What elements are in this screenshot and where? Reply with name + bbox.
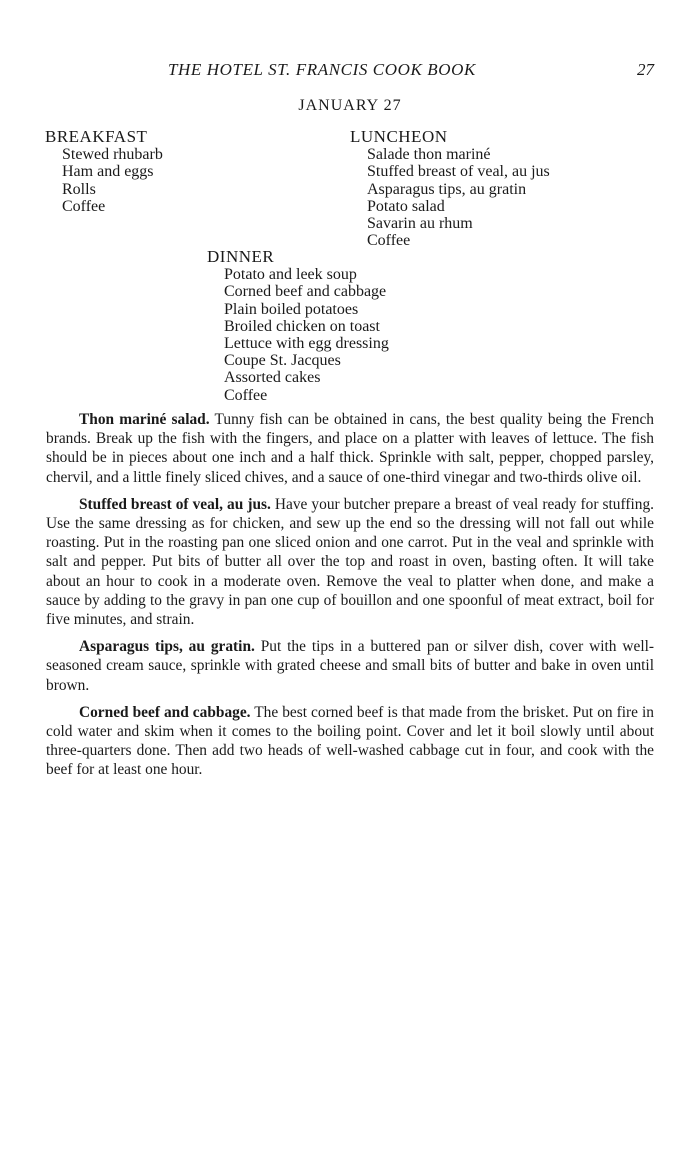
breakfast-menu	[45, 128, 163, 215]
menu-item: Ham and eggs	[62, 163, 154, 181]
menu-item: Lettuce with egg dressing	[224, 335, 389, 353]
recipe-text: Put the tips in a buttered pan or silver dish, cover with well-seasoned cream sauce, sprinkle with grated cheese and small bits of butter and bake in oven until brown.	[46, 638, 654, 694]
date-heading: JANUARY 27	[298, 97, 402, 114]
menu-item: Coffee	[62, 197, 106, 215]
menu-item: Potato and leek soup	[224, 266, 357, 284]
dinner-menu	[207, 248, 389, 404]
recipe-text: Tunny fish can be obtained in cans, the best quality being the French brands. Break up the fish with the fingers, and place on a platter with leaves of lettuce. The fish should be in pieces about one inch and a half thick. Sprinkle with salt, pepper, chopped parsley, chervil, and a little finely sliced chives, and a sauce of one-third vinegar and two-thirds olive oil.	[46, 411, 654, 486]
recipe-title: Thon mariné salad.	[79, 411, 210, 428]
recipes-section	[46, 410, 654, 788]
menu-item: Rolls	[62, 180, 96, 198]
dinner-items	[207, 266, 389, 404]
luncheon-menu	[350, 128, 550, 249]
menu-item: Potato salad	[367, 197, 445, 215]
page-number: 27	[637, 60, 654, 79]
recipe-text: The best corned beef is that made from the brisket. Put on fire in cold water and skim when it comes to the boiling point. Cover and let it boil slowly until about three-quarters done. Then add two heads of well-washed cabbage cut in four, and cook with the beef for at least one hour.	[46, 703, 654, 779]
menu-item: Stewed rhubarb	[62, 146, 163, 164]
menu-item: Savarin au rhum	[367, 215, 473, 233]
menu-item: Salade thon mariné	[367, 146, 491, 164]
menu-item: Coffee	[367, 232, 411, 250]
menu-item: Corned beef and cabbage	[224, 283, 387, 301]
dinner-title: DINNER	[207, 247, 275, 266]
recipe-thon-marine-salad	[46, 410, 654, 487]
breakfast-title: BREAKFAST	[45, 127, 148, 146]
recipe-title: Stuffed breast of veal, au jus.	[79, 495, 271, 513]
recipe-title: Asparagus tips, au gratin.	[79, 638, 255, 656]
menu-item: Plain boiled potatoes	[224, 300, 359, 318]
recipe-stuffed-breast-of-veal	[46, 495, 654, 629]
luncheon-items	[350, 146, 550, 249]
luncheon-title: LUNCHEON	[350, 127, 448, 146]
menu-item: Coffee	[224, 386, 268, 404]
breakfast-items	[45, 146, 163, 215]
recipe-corned-beef-and-cabbage	[46, 703, 654, 780]
menu-item: Assorted cakes	[224, 369, 321, 387]
recipe-asparagus-tips-au-gratin	[46, 637, 654, 695]
recipe-title: Corned beef and cabbage.	[79, 703, 251, 721]
menu-item: Stuffed breast of veal, au jus	[367, 163, 550, 181]
menu-item: Asparagus tips, au gratin	[367, 180, 527, 198]
recipe-text: Have your butcher prepare a breast of veal ready for stuffing. Use the same dressing as for chicken, and sew up the end so the dressing will not fall out while roasting. Put in the roasting pan one sliced onion and one carrot. Put in the veal and sprinkle with salt and pepper. Put bits of butter all over the top and roast in oven, basting often. It will take about an hour to cook in a moderate oven. Remove the veal to platter when done, and make a sauce by adding to the gravy in pan one cup of bouillon and one spoonful of meat extract, boil for five minutes, and strain.	[46, 495, 654, 629]
menu-item: Coupe St. Jacques	[224, 352, 341, 370]
running-title: THE HOTEL ST. FRANCIS COOK BOOK	[168, 60, 476, 79]
menu-item: Broiled chicken on toast	[224, 317, 380, 335]
